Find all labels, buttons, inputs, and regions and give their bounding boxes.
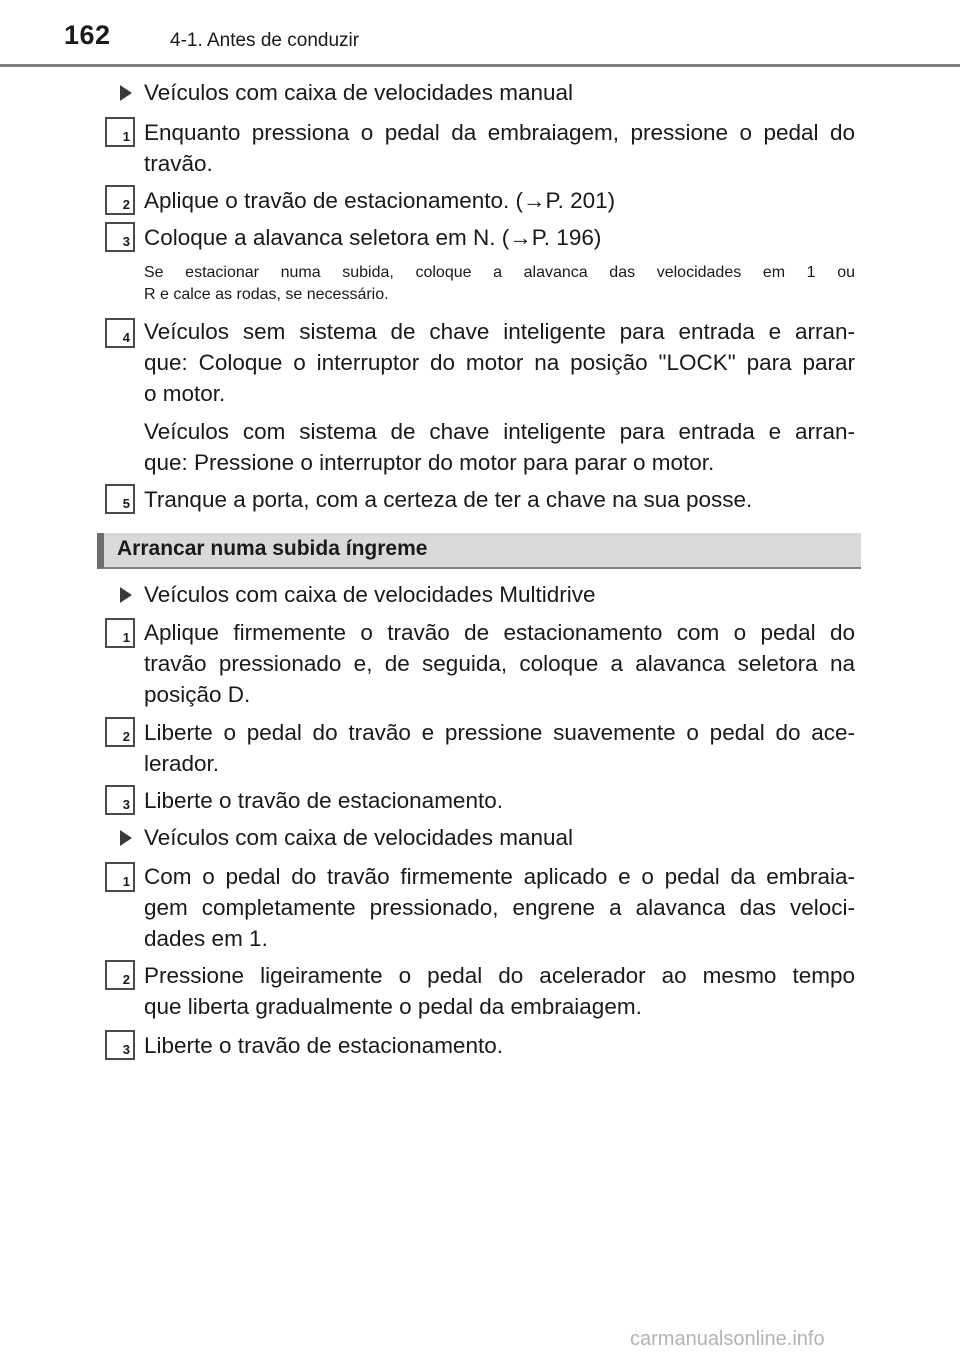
step-number-box: 4 xyxy=(105,318,135,348)
step-text: Tranque a porta, com a certeza de ter a chave na sua posse. xyxy=(144,487,753,512)
page-number: 162 xyxy=(64,20,111,50)
step-text: dades em 1. xyxy=(144,926,268,951)
step-text: Com o pedal do travão firmemente aplicado e o pedal da embraia- xyxy=(144,864,855,889)
step-text: posição D. xyxy=(144,682,251,707)
step-text: Pressione ligeiramente o pedal do acelerador ao mesmo tempo xyxy=(144,963,855,988)
note-text: R e calce as rodas, se necessário. xyxy=(144,286,389,303)
triangle-bullet-icon xyxy=(120,587,132,603)
step-text: Enquanto pressiona o pedal da embraiagem, pressione o pedal do xyxy=(144,120,855,145)
step-text: que: Coloque o interruptor do motor na posição "LOCK" para parar xyxy=(144,350,855,375)
step-text: que: Pressione o interruptor do motor para parar o motor. xyxy=(144,450,715,475)
note-text: Se estacionar numa subida, coloque a alavanca das velocidades em 1 ou xyxy=(144,264,855,281)
step-number-box: 3 xyxy=(105,222,135,252)
step-number-box: 1 xyxy=(105,117,135,147)
step-text: Liberte o pedal do travão e pressione suavemente o pedal do ace- xyxy=(144,720,855,745)
step-text: Coloque a alavanca seletora em N. (→P. 196) xyxy=(144,225,602,250)
step-number-box: 2 xyxy=(105,960,135,990)
step-number-box: 2 xyxy=(105,185,135,215)
section-title: 4-1. Antes de conduzir xyxy=(170,30,360,51)
section-heading: Arrancar numa subida íngreme xyxy=(117,537,428,560)
step-number-box: 1 xyxy=(105,862,135,892)
step-text: Aplique o travão de estacionamento. (→P. 201) xyxy=(144,188,616,213)
step-text: lerador. xyxy=(144,751,220,776)
step-number-box: 3 xyxy=(105,785,135,815)
step-text: gem completamente pressionado, engrene a alavanca das veloci- xyxy=(144,895,855,920)
step-text: Veículos sem sistema de chave inteligente para entrada e arran- xyxy=(144,319,855,344)
step-text: que liberta gradualmente o pedal da embraiagem. xyxy=(144,994,642,1019)
step-number-box: 1 xyxy=(105,618,135,648)
step-text: Liberte o travão de estacionamento. xyxy=(144,788,503,813)
triangle-bullet-icon xyxy=(120,830,132,846)
page-header xyxy=(0,0,960,66)
step-text: o motor. xyxy=(144,381,226,406)
step-number-box: 2 xyxy=(105,717,135,747)
step-text: travão. xyxy=(144,151,213,176)
step-text: Liberte o travão de estacionamento. xyxy=(144,1033,503,1058)
triangle-bullet-icon xyxy=(120,85,132,101)
subheading: Veículos com caixa de velocidades Multidrive xyxy=(144,582,596,607)
step-text: Veículos com sistema de chave inteligente para entrada e arran- xyxy=(144,419,855,444)
section-heading-bar xyxy=(97,533,861,569)
step-number-box: 3 xyxy=(105,1030,135,1060)
step-number-box: 5 xyxy=(105,484,135,514)
header-divider xyxy=(0,64,960,67)
step-text: travão pressionado e, de seguida, coloque a alavanca seletora na xyxy=(144,651,855,676)
subheading: Veículos com caixa de velocidades manual xyxy=(144,825,573,850)
step-text: Aplique firmemente o travão de estacionamento com o pedal do xyxy=(144,620,855,645)
subheading: Veículos com caixa de velocidades manual xyxy=(144,80,573,105)
watermark-text: carmanualsonline.info xyxy=(630,1328,825,1350)
